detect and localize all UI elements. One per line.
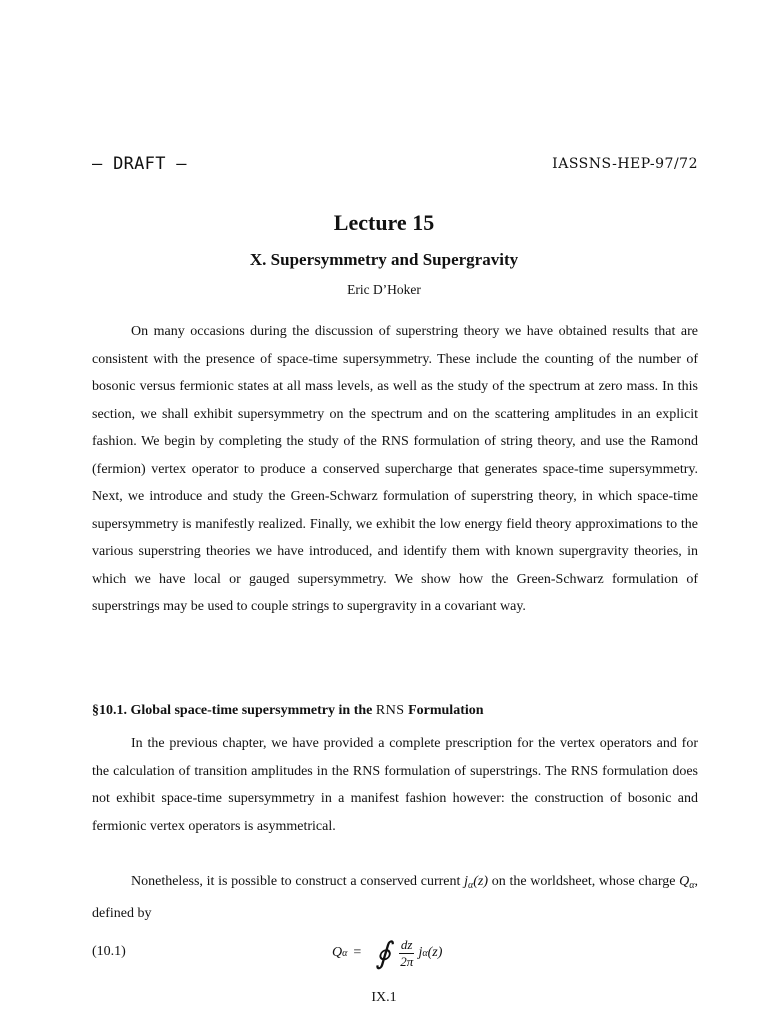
paragraph-2-part-c: , defined by xyxy=(92,874,699,921)
equation-number: (10.1) xyxy=(92,944,126,959)
equation-integrand: j xyxy=(418,945,423,960)
fraction-denominator: 2π xyxy=(400,953,414,969)
section-heading xyxy=(92,703,698,719)
preprint-number: IASSNS-HEP-97/72 xyxy=(552,156,698,172)
page-header xyxy=(92,154,698,178)
paragraph-2-part-b: on the worldsheet, whose charge xyxy=(491,874,676,889)
section-heading-rns: RNS xyxy=(375,703,405,718)
lecture-heading: Lecture 15 xyxy=(333,210,435,235)
paragraph-2-part-a: Nonetheless, it is possible to construct a conserved current xyxy=(131,874,461,889)
section-paragraph-1: In the previous chapter, we have provided a complete prescription for the vertex operators and for the calculation of transition amplitudes in the RNS formulation of superstrings. The RNS formulation does not exhibit space-time supersymmetry in a manifest fashion however: the construction of bosonic and fermionic vertex operators is asymmetrical. xyxy=(92,736,698,834)
author-name: Eric D’Hoker xyxy=(347,282,421,297)
charge-subscript: α xyxy=(689,880,695,891)
equation-lhs-subscript: α xyxy=(342,947,348,959)
charge-symbol: Q xyxy=(679,874,690,889)
equation-body xyxy=(332,930,442,976)
equation-integrand-subscript: α xyxy=(422,947,428,959)
current-argument: (z) xyxy=(473,874,489,889)
equation-10-1 xyxy=(92,930,698,976)
current-subscript: α xyxy=(468,880,474,891)
draft-label: — DRAFT — xyxy=(92,154,187,174)
equation-integrand-argument: (z) xyxy=(427,945,443,960)
abstract-paragraph: On many occasions during the discussion of superstring theory we have obtained results that are consistent with the presence of space-time supersymmetry. These include the counting of the number of bosonic versus fermionic states at all mass levels, as well as the study of the spectrum at zero mass. In this section, we shall exhibit supersymmetry on the spectrum and on the scattering amplitudes in an explicit fashion. We begin by completing the study of the RNS formulation of string theory, and use the Ramond (fermion) vertex operator to produce a conserved supercharge that generates space-time supersymmetry. Next, we introduce and study the Green-Schwarz formulation of superstring theory, in which space-time supersymmetry is manifestly realized. Finally, we exhibit the low energy field theory approximations to the various superstring theories we have introduced, and identify them with known supergravity theories, in which we have local or gauged supersymmetry. We show how the Green-Schwarz formulation of superstrings may be used to couple strings to supergravity in a covariant way. xyxy=(92,324,698,614)
contour-integral-symbol: ∮ xyxy=(375,936,391,970)
section-paragraph-2 xyxy=(92,868,698,927)
section-heading-suffix: Formulation xyxy=(408,703,484,718)
equation-fraction xyxy=(399,937,415,970)
fraction-numerator: dz xyxy=(400,936,413,952)
equation-equals: = xyxy=(353,945,362,960)
equation-lhs: Q xyxy=(332,945,343,960)
chapter-title: X. Supersymmetry and Supergravity xyxy=(249,250,519,269)
current-symbol: j xyxy=(464,874,469,889)
page-number: IX.1 xyxy=(371,990,397,1005)
section-heading-prefix: §10.1. Global space-time supersymmetry in the xyxy=(92,703,373,718)
